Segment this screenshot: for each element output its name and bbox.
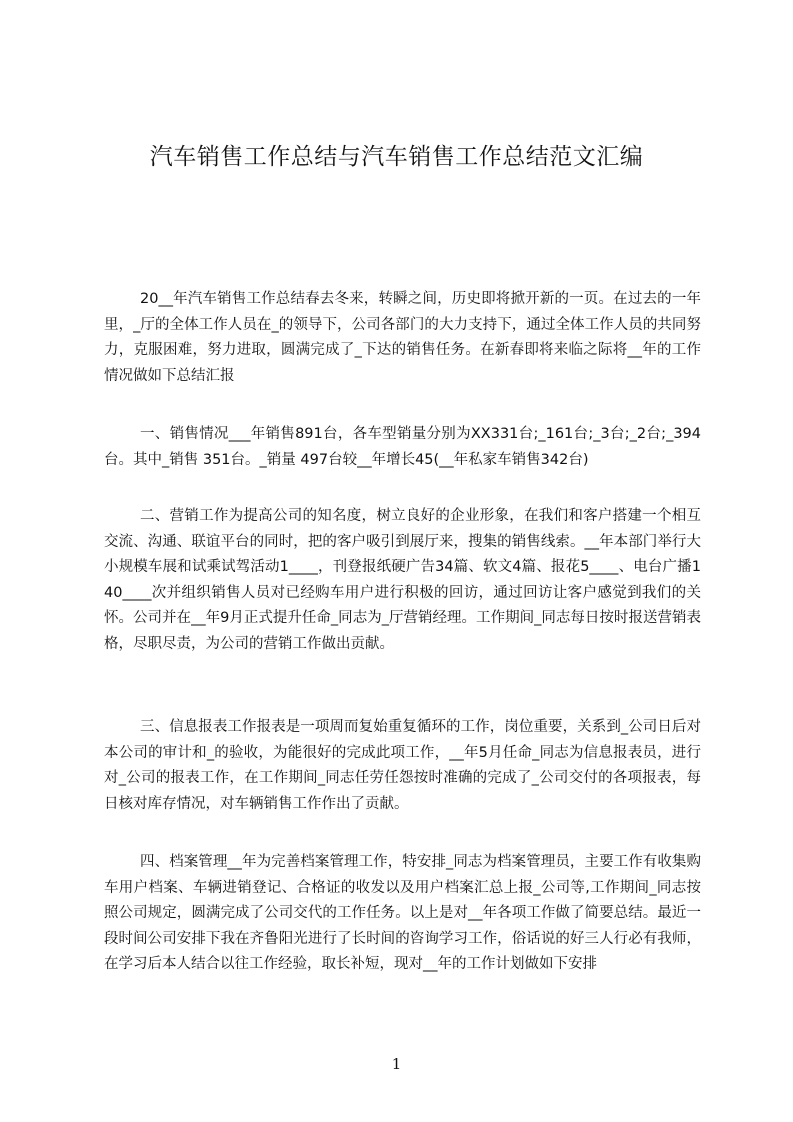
page-number: 1: [391, 1055, 402, 1073]
paragraph-sales-status: 一、销售情况___年销售891台，各车型销量分别为XX331台;_161台;_3台;_2台;_394台。其中_销售 351台。_销量 497台较__年增长45(__年私家车销售342台): [104, 426, 701, 468]
paragraph-intro: 20__年汽车销售工作总结春去冬来，转瞬之间，历史即将掀开新的一页。在过去的一年里，_厅的全体工作人员在_的领导下，公司各部门的大力支持下，通过全体工作人员的共同努力，克服困难，努力进取，圆满完成了_下达的销售任务。在新春即将来临之际将__年的工作情况做如下总结汇报: [104, 291, 701, 384]
paragraph-marketing: 二、营销工作为提高公司的知名度，树立良好的企业形象，在我们和客户搭建一个相互交流、沟通、联谊平台的同时，把的客户吸引到展厅来，搜集的销售线索。__年本部门举行大小规模车展和试乘试驾活动1____，刊登报纸硬广告34篇、软文4篇、报花5____、电台广播140____次并组织销售人员对已经购车用户进行积极的回访，通过回访让客户感觉到我们的关怀。公司并在__年9月正式提升任命_同志为_厅营销经理。工作期间_同志每日按时报送营销表格，尽职尽责，为公司的营销工作做出贡献。: [104, 508, 701, 652]
document-title: 汽车销售工作总结与汽车销售工作总结范文汇编: [149, 144, 644, 170]
paragraph-archive-management: 四、档案管理__年为完善档案管理工作，特安排_同志为档案管理员，主要工作有收集购车用户档案、车辆进销登记、合格证的收发以及用户档案汇总上报_公司等,工作期间_同志按照公司规定，圆满完成了公司交代的工作任务。以上是对__年各项工作做了简要总结。最近一段时间公司安排下我在齐鲁阳光进行了长时间的咨询学习工作，俗话说的好三人行必有我师，在学习后本人结合以往工作经验，取长补短，现对__年的工作计划做如下安排: [104, 854, 701, 973]
paragraph-info-reports: 三、信息报表工作报表是一项周而复始重复循环的工作，岗位重要，关系到_公司日后对本公司的审计和_的验收，为能很好的完成此项工作，__年5月任命_同志为信息报表员，进行对_公司的报表工作，在工作期间_同志任劳任怨按时准确的完成了_公司交付的各项报表，每日核对库存情况，对车辆销售工作作出了贡献。: [104, 719, 701, 812]
